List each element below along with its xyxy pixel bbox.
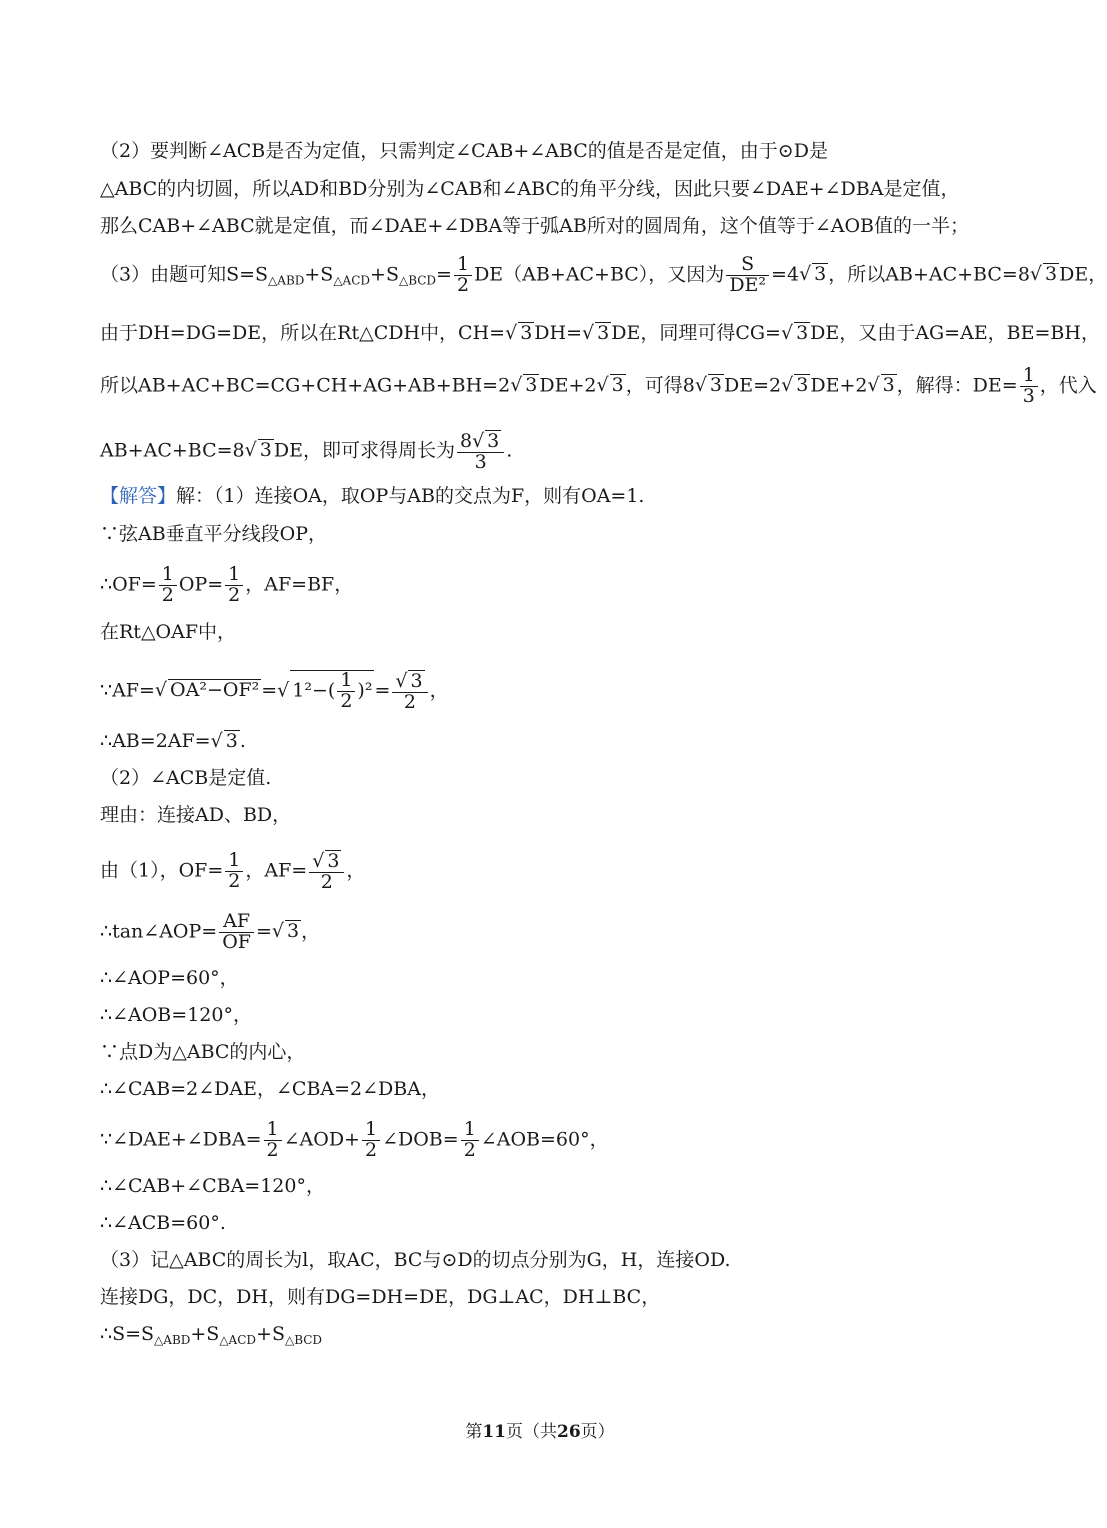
solution-line20: $\therefore S=S_{\triangle ABD}+S_{\triangle ACD}+S_{\triangle BCD}$ — [100, 1323, 323, 1347]
solution-line18: （3）记△ABC的周长为l，取AC，BC与⊙D的切点分别为G，H，连接OD. — [100, 1249, 731, 1271]
solution-line13: ∵点D为△ABC的内心， — [100, 1041, 306, 1063]
solution-line9: 由（1），OF= $\frac{1}{2}$ ，AF= $\frac{√ 3}{2}$ ， — [100, 849, 366, 893]
fraction-third: $\frac{1}{3}$ — [1020, 366, 1038, 407]
sqrt3: √ 3 — [781, 374, 809, 397]
fraction-half: $\frac{1}{2}$ — [461, 1120, 479, 1161]
sqrt3: √ 3 — [780, 322, 809, 344]
fraction-half: $\frac{1}{2}$ — [264, 1120, 282, 1161]
analysis-p3-line1: （3）由题可知$S=S_{\triangle ABD}+S_{\triangle ACD}+S_{\triangle BCD}=$ $\frac{1}{2}$ DE（AB+AC+BC），又因为 $\frac{S}{\text{DE²}}$ =4√ 3 ，所以AB+AC+BC=8√ 3 DE， — [100, 253, 1107, 296]
fraction-half: $\frac{1}{2}$ — [225, 565, 243, 606]
solution-line6: ∴AB=2AF=√ 3 . — [100, 730, 246, 752]
fraction-half: $\frac{1}{2}$ — [454, 255, 472, 296]
fraction-af-over-of: $\frac{AF}{OF}$ — [219, 912, 254, 953]
sqrt3: √ 3 — [244, 439, 272, 462]
solution-line19: 连接DG，DC，DH，则有DG=DH=DE，DG⊥AC，DH⊥BC， — [100, 1286, 661, 1308]
fraction-sqrt3-over-2: $\frac{√ 3}{2}$ — [309, 850, 344, 893]
fraction-half: $\frac{1}{2}$ — [362, 1120, 380, 1161]
solution-line14: ∴∠CAB=2∠DAE，∠CBA=2∠DBA， — [100, 1078, 440, 1100]
analysis-p2-line3: 那么CAB+∠ABC就是定值，而∠DAE+∠DBA等于弧AB所对的圆周角，这个值等于∠AOB值的一半； — [100, 215, 970, 237]
solution-line15: ∵∠DAE+∠DBA= $\frac{1}{2}$ ∠AOD+ $\frac{1}{2}$ ∠DOB= $\frac{1}{2}$ ∠AOB=60°， — [100, 1118, 609, 1161]
sqrt3: √ 3 — [799, 263, 827, 286]
solution-line4: 在Rt△OAF中， — [100, 621, 237, 643]
analysis-p2-line2: △ABC的内切圆，所以AD和BD分别为∠CAB和∠ABC的角平分线，因此只要∠DAE+∠DBA是定值， — [100, 178, 960, 200]
analysis-p3-line2: 由于DH=DG=DE，所以在Rt△CDH中，CH=√ 3 DH=√ 3 DE，同理可得CG=√ 3 DE，又由于AG=AE，BE=BH， — [100, 322, 1100, 344]
analysis-p3-line3: 所以AB+AC+BC=CG+CH+AG+AB+BH=2√ 3 DE+2√ 3 ，可得8√ 3 DE=2√ 3 DE+2√ 3 ，解得：DE= $\frac{1}{3}$ ，代入 — [100, 364, 1097, 407]
solution-line1: 【解答】解：（1）连接OA，取OP与AB的交点为F，则有OA=1. — [100, 485, 645, 507]
page-number: 11 — [482, 1422, 506, 1442]
sqrt3: √ 3 — [582, 322, 610, 344]
sqrt3: √ 3 — [867, 374, 895, 397]
sqrt3: √ 3 — [210, 730, 238, 752]
solution-line10: ∴tan∠AOP= $\frac{AF}{OF}$ =√ 3 ， — [100, 910, 321, 953]
total-pages: 26 — [557, 1422, 581, 1442]
solution-line7: （2）∠ACB是定值. — [100, 767, 272, 789]
solution-line5: ∵AF=√ OA²−OF² =√ 1²−( $\frac{1}{2}$ )² = $\frac{√ 3}{2}$ ， — [100, 669, 449, 713]
sqrt3: √ 3 — [694, 374, 723, 397]
solution-line17: ∴∠ACB=60°. — [100, 1212, 226, 1234]
sqrt3: √ 3 — [505, 322, 533, 344]
fraction-half: $\frac{1}{2}$ — [337, 671, 355, 712]
sqrt3: √ 3 — [1029, 263, 1058, 286]
fraction-sqrt3-over-2: $\frac{√ 3}{2}$ — [392, 670, 427, 713]
solution-line16: ∴∠CAB+∠CBA=120°， — [100, 1175, 325, 1197]
sqrt3: √ 3 — [510, 374, 538, 397]
page-footer: 第11页（共26页） — [465, 1422, 615, 1442]
solution-line8: 理由：连接AD、BD， — [100, 804, 292, 826]
sqrt3: √ 3 — [271, 920, 300, 943]
analysis-p2-line1: （2）要判断∠ACB是否为定值，只需判定∠CAB+∠ABC的值是否是定值，由于⊙D是 — [100, 140, 828, 162]
solution-line12: ∴∠AOB=120°， — [100, 1004, 252, 1026]
fraction-half: $\frac{1}{2}$ — [225, 851, 243, 892]
sqrt3: √ 3 — [596, 374, 624, 397]
solution-line2: ∵弦AB垂直平分线段OP， — [100, 523, 328, 545]
fraction-perimeter: $\frac{8√ 3}{3}$ — [457, 430, 504, 473]
fraction-half: $\frac{1}{2}$ — [159, 565, 177, 606]
fraction-s-over-de2: $\frac{S}{\text{DE²}}$ — [726, 255, 769, 296]
sqrt-expression: √ 1²−( $\frac{1}{2}$ )² — [277, 669, 373, 712]
solution-tag: 【解答】 — [100, 485, 177, 507]
solution-line11: ∴∠AOP=60°， — [100, 967, 239, 989]
sqrt-expression: √ OA²−OF² — [154, 679, 260, 702]
solution-line3: ∴OF= $\frac{1}{2}$ OP= $\frac{1}{2}$ ，AF=BF， — [100, 563, 354, 606]
analysis-p3-line4: AB+AC+BC=8√ 3 DE，即可求得周长为 $\frac{8√ 3}{3}$ . — [100, 430, 513, 473]
